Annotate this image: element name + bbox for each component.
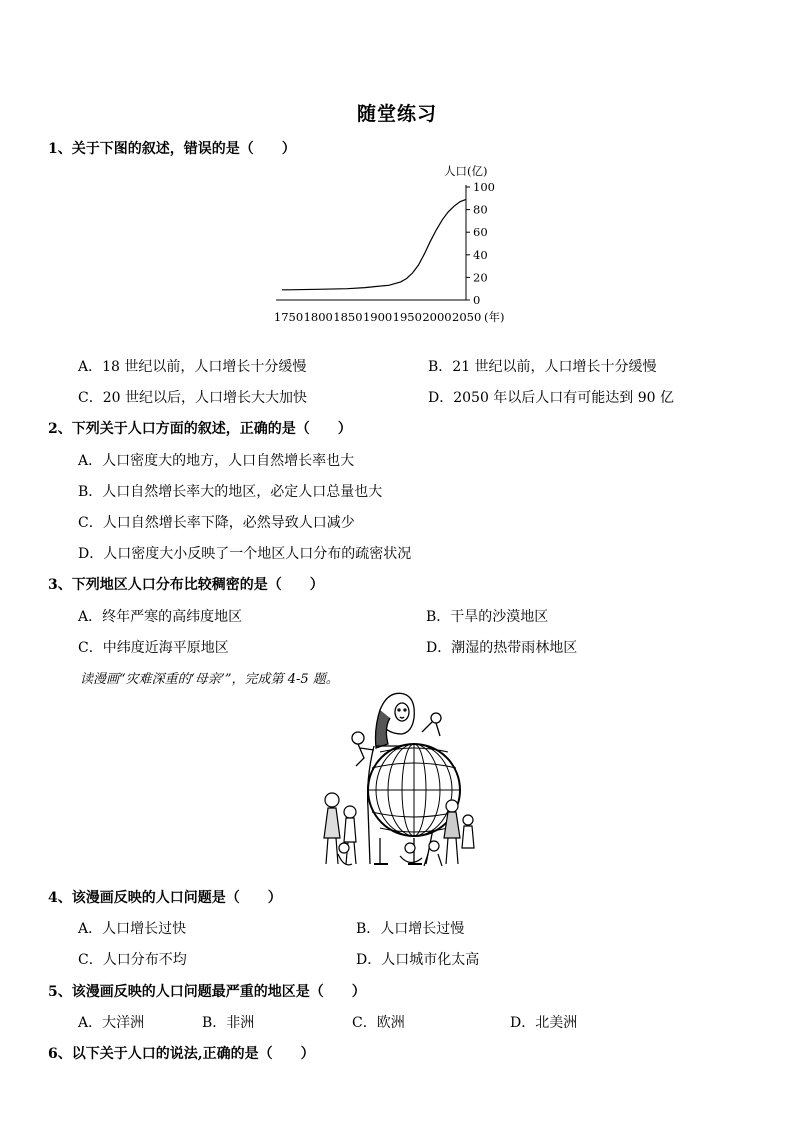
mother-globe-cartoon — [318, 688, 478, 878]
question-1-option-a[interactable]: A．18 世纪以前，人口增长十分缓慢 — [78, 359, 307, 375]
question-5-option-a[interactable]: A．大洋洲 — [78, 1015, 145, 1031]
question-2-option-a[interactable]: A．人口密度大的地方，人口自然增长率也大 — [78, 453, 355, 469]
y-tick-label: 80 — [473, 202, 488, 217]
question-5-option-d[interactable]: D．北美洲 — [510, 1015, 578, 1031]
chart-axes — [276, 185, 466, 300]
question-3-option-a[interactable]: A．终年严寒的高纬度地区 — [78, 609, 243, 625]
x-tick-label: 2050 — [452, 310, 482, 324]
question-2-option-b[interactable]: B．人口自然增长率大的地区，必定人口总量也大 — [78, 484, 383, 500]
question-5-stem: 5、该漫画反映的人口问题最严重的地区是（ ） — [48, 984, 366, 1000]
question-2-option-d[interactable]: D．人口密度大小反映了一个地区人口分布的疏密状况 — [78, 546, 412, 562]
question-3-option-b[interactable]: B．干旱的沙漠地区 — [426, 609, 549, 625]
x-ticks — [274, 310, 481, 324]
x-tick-label: 1850 — [333, 310, 363, 324]
x-tick-label: 1900 — [362, 310, 393, 324]
y-ticks — [466, 180, 495, 307]
y-tick-label: 20 — [473, 270, 488, 285]
question-3-stem: 3、下列地区人口分布比较稠密的是（ ） — [48, 577, 324, 593]
y-tick-label: 100 — [473, 180, 495, 194]
question-4-stem: 4、该漫画反映的人口问题是（ ） — [48, 890, 282, 906]
x-tick-label: 1750 — [273, 310, 304, 324]
question-4-option-c[interactable]: C．人口分布不均 — [78, 952, 187, 968]
question-1-stem: 1、关于下图的叙述，错误的是（ ） — [48, 141, 296, 157]
population-series-line — [282, 199, 466, 289]
question-3-option-d[interactable]: D．潮湿的热带雨林地区 — [426, 640, 578, 656]
question-5-option-c[interactable]: C．欧洲 — [352, 1015, 405, 1031]
x-tick-label: 1950 — [392, 310, 422, 324]
question-3-option-c[interactable]: C．中纬度近海平原地区 — [78, 640, 229, 656]
question-1-option-d[interactable]: D．2050 年以后人口有可能达到 90 亿 — [428, 390, 675, 406]
x-axis-label: (年) — [484, 310, 505, 324]
x-tick-label: 2000 — [422, 310, 452, 324]
y-tick-label: 40 — [473, 247, 488, 262]
population-line-chart — [268, 160, 528, 330]
question-4-option-b[interactable]: B．人口增长过慢 — [356, 921, 465, 937]
question-5-option-b[interactable]: B．非洲 — [202, 1015, 255, 1031]
y-tick-label: 60 — [473, 225, 488, 240]
question-1-option-b[interactable]: B．21 世纪以前，人口增长十分缓慢 — [428, 359, 657, 375]
y-axis-label: 人口(亿) — [444, 164, 488, 178]
y-tick-label: 0 — [473, 293, 481, 307]
question-6-stem: 6、以下关于人口的说法,正确的是（ ） — [48, 1046, 315, 1062]
question-4-option-d[interactable]: D．人口城市化太高 — [356, 952, 480, 968]
question-2-stem: 2、下列关于人口方面的叙述，正确的是（ ） — [48, 421, 352, 437]
question-4-option-a[interactable]: A．人口增长过快 — [78, 921, 187, 937]
page-title: 随堂练习 — [356, 103, 437, 125]
x-tick-label: 1800 — [303, 310, 333, 324]
reading-intro: 读漫画“灾难深重的‘母亲’”，完成第 4-5 题。 — [80, 672, 339, 687]
question-1-option-c[interactable]: C．20 世纪以后，人口增长大大加快 — [78, 390, 307, 406]
question-2-option-c[interactable]: C．人口自然增长率下降，必然导致人口减少 — [78, 515, 355, 531]
